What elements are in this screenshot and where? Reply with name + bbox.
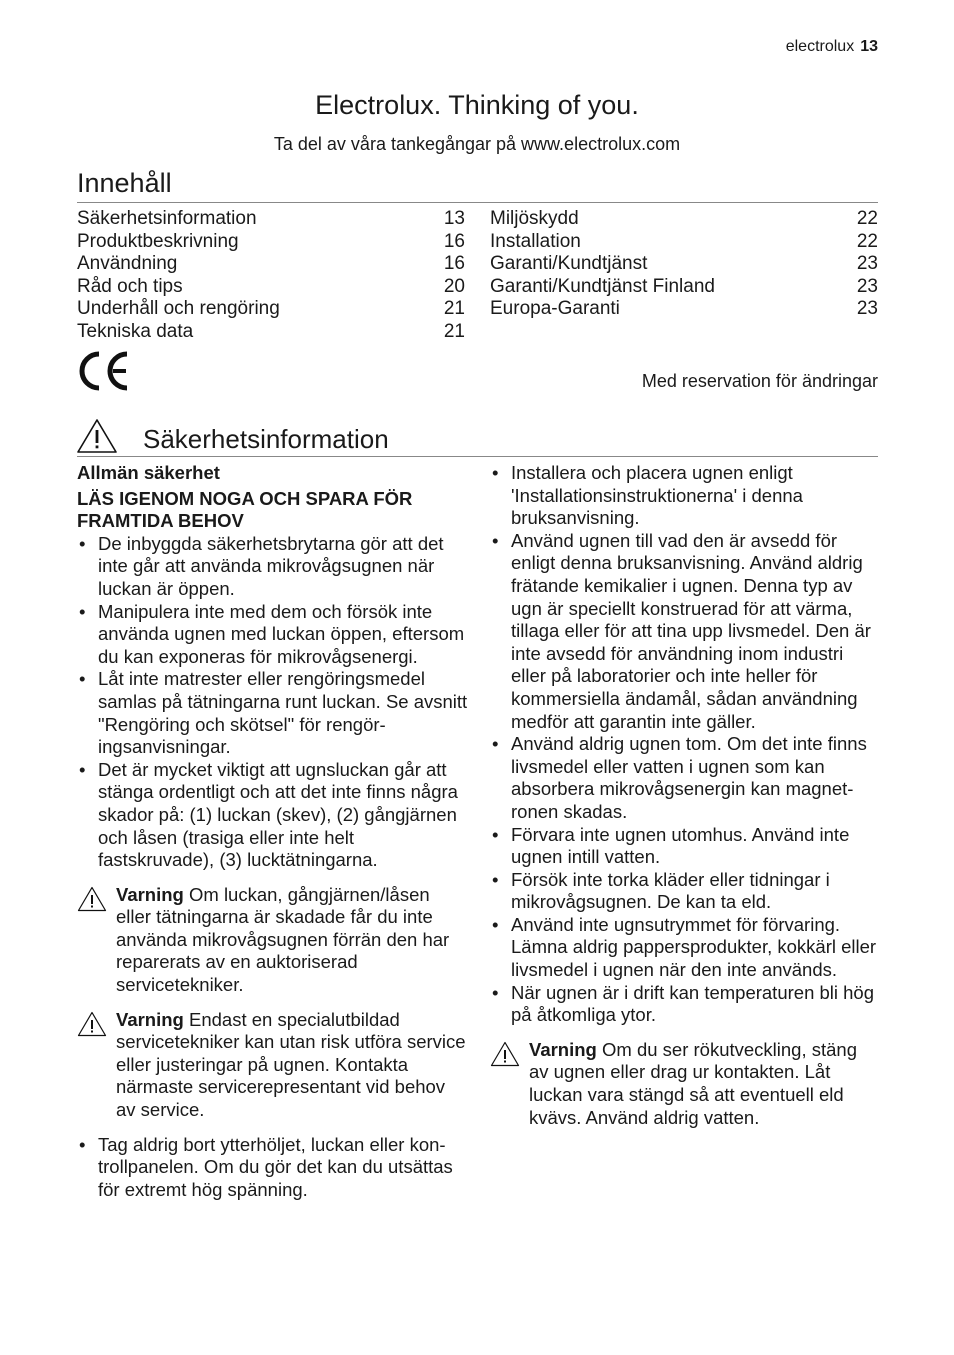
- warning-icon: [77, 1011, 107, 1043]
- warning-block: [77, 884, 469, 997]
- toc-entry[interactable]: [77, 298, 465, 321]
- safety-list-left: [77, 533, 469, 872]
- toc-entry[interactable]: [490, 231, 878, 254]
- toc-entry[interactable]: [77, 208, 465, 231]
- toc-entry-page: 13: [443, 208, 465, 229]
- subtagline: Ta del av våra tankegångar på www.electrolux.com: [273, 134, 681, 154]
- page-number: 13: [860, 38, 878, 55]
- general-safety-heading: Allmän säkerhet: [77, 462, 220, 483]
- toc-left-column: [77, 208, 465, 344]
- toc-entry-label: Produktbeskrivning: [77, 230, 239, 252]
- toc-right-column: [490, 208, 878, 321]
- warning-text: Om luckan, gångjärnen/låsen eller tätningarna är skadade får du inte använda mikrovågsugnen förrän den har reparerats av en auktoriserad servicetekniker.: [116, 883, 450, 996]
- section-title: Säkerhetsinformation: [143, 424, 389, 454]
- ce-mark-icon: [77, 350, 133, 397]
- list-item: • När ugnen är i drift kan temperaturen bli hög på åtkomliga ytor.: [490, 982, 880, 1027]
- warning-block: [490, 1039, 880, 1129]
- toc-entry-page: 21: [443, 320, 465, 342]
- toc-entry[interactable]: [490, 298, 878, 321]
- toc-entry-label: Råd och tips: [77, 275, 183, 297]
- warning-icon: [490, 1041, 520, 1073]
- list-item: • Installera och placera ugnen enligt 'Installationsinstruktionerna' i denna bruksanvisning.: [490, 462, 880, 530]
- warning-label: Varning: [116, 1008, 184, 1030]
- toc-entry-label: Säkerhetsinformation: [77, 208, 257, 229]
- toc-entry[interactable]: [77, 253, 465, 276]
- toc-entry-label: Användning: [77, 253, 178, 275]
- list-item: • Manipulera inte med dem och försök inte använda ugnen med luckan öppen, eftersom du kan exponeras för mikrovågsenergi.: [77, 601, 469, 669]
- safety-list-right: [490, 462, 880, 1027]
- toc-entry-label: Europa-Garanti: [490, 298, 620, 320]
- brand-name: electrolux: [785, 38, 855, 55]
- list-item: • De inbyggda säkerhetsbrytarna gör att det inte går att använda mikrovågsugnen när luckan är öppen.: [77, 533, 469, 601]
- list-item: • Använd aldrig ugnen tom. Om det inte finns livsmedel eller vatten i ugnen som kan absorbera mikrovågsenergin kan magnetronen skadas.: [490, 733, 880, 823]
- toc-entry-page: 21: [443, 298, 465, 320]
- warning-label: Varning: [116, 883, 184, 905]
- toc-entry-page: 20: [443, 275, 465, 297]
- toc-entry-label: Garanti/Kundtjänst: [490, 253, 648, 275]
- tagline: Electrolux. Thinking of you.: [315, 90, 639, 120]
- page-header: [786, 38, 878, 56]
- toc-entry-page: 16: [443, 253, 465, 275]
- list-item: • Låt inte matrester eller rengöringsmedel samlas på tätningarna runt luckan. Se avsnitt "Rengöring och skötsel" för rengöringsanvisningar.: [77, 668, 469, 758]
- toc-entry-label: Tekniska data: [77, 320, 194, 342]
- list-item: • Förvara inte ugnen utomhus. Använd inte ugnen intill vatten.: [490, 824, 880, 869]
- toc-entry-label: Installation: [490, 230, 581, 252]
- warning-block: [77, 1009, 469, 1122]
- toc-entry[interactable]: [490, 253, 878, 276]
- list-item: • Tag aldrig bort ytterhöljet, luckan eller kontrollpanelen. Om du gör det kan du utsättas för extremt hög spänning.: [77, 1134, 469, 1202]
- toc-entry[interactable]: [77, 276, 465, 299]
- warning-triangle-icon: [76, 418, 118, 459]
- reservation-note: Med reservation för ändringar: [641, 371, 878, 391]
- toc-entry-page: 23: [856, 253, 878, 275]
- toc-entry-page: 22: [856, 208, 878, 229]
- toc-entry-label: Miljöskydd: [490, 208, 579, 229]
- toc-divider: [77, 202, 878, 203]
- toc-entry-label: Garanti/Kundtjänst Finland: [490, 275, 715, 297]
- list-item: • Det är mycket viktigt att ugnsluckan går att stänga ordentligt och att det inte finns några skador på: (1) luckan (skev), (2) gångjärnen och låsen (trasiga eller inte helt fastskruvade), (3) lucktätningarna.: [77, 759, 469, 872]
- left-column: [77, 462, 469, 1201]
- toc-entry[interactable]: [77, 321, 465, 344]
- right-column: [490, 462, 880, 1129]
- warning-icon: [77, 886, 107, 918]
- toc-entry-page: 22: [856, 230, 878, 252]
- toc-entry-page: 23: [856, 298, 878, 320]
- list-item: • Använd ugnen till vad den är avsedd för enligt denna bruksanvisning. Använd aldrig frätande kemikalier i ugnen. Denna typ av ugn är speciellt konstruerad för att värma, tillaga eller för att tina upp livsmedel. Den är inte avsedd för användning inom industri eller på laboratorier och inte heller för kommersiella ändamål, sådan användning medför att garantin inte gäller.: [490, 530, 880, 733]
- warning-text: Endast en specialutbildad servicetekniker kan utan risk utföra service eller justeringar på ugnen. Kontakta närmaste servicerepresentant vid behov av service.: [116, 1008, 466, 1121]
- toc-entry-page: 23: [856, 275, 878, 297]
- toc-entry-page: 16: [443, 230, 465, 252]
- warning-label: Varning: [529, 1038, 597, 1060]
- list-item: • Försök inte torka kläder eller tidningar i mikrovågsugnen. De kan ta eld.: [490, 869, 880, 914]
- section-divider: [77, 456, 878, 457]
- toc-entry[interactable]: [490, 208, 878, 231]
- safety-list-left-2: [77, 1134, 469, 1202]
- toc-entry[interactable]: [490, 276, 878, 299]
- toc-title: Innehåll: [77, 168, 172, 198]
- toc-entry[interactable]: [77, 231, 465, 254]
- read-carefully-heading: LÄS IGENOM NOGA OCH SPARA FÖR FRAMTIDA BEHOV: [77, 487, 413, 532]
- toc-entry-label: Underhåll och rengöring: [77, 298, 280, 320]
- list-item: • Använd inte ugnsutrymmet för förvaring. Lämna aldrig pappersprodukter, kokkärl eller livsmedel i ugnen när den inte används.: [490, 914, 880, 982]
- warning-text: Om du ser rökutveckling, stäng av ugnen eller drag ur kontakten. Låt luckan vara stängd så att eventuell eld kvävs. Använd aldrig vatten.: [529, 1038, 857, 1128]
